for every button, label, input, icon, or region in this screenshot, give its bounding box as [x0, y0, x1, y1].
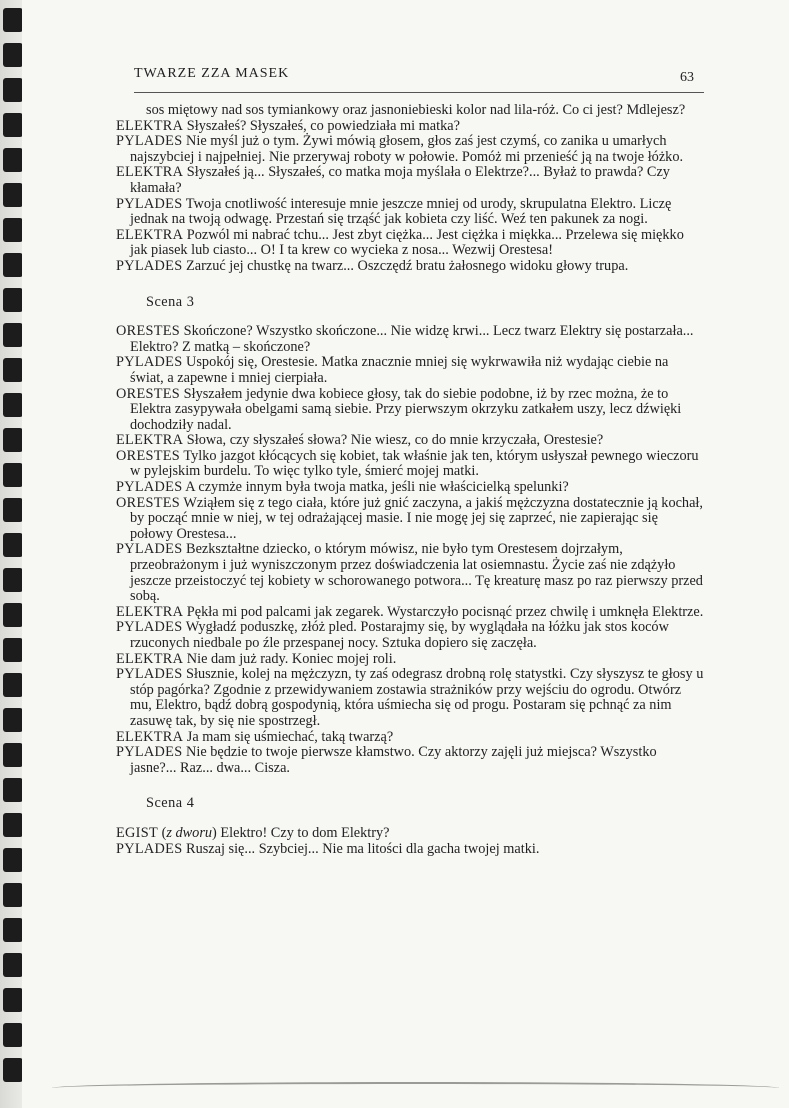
dialogue-line: [116, 197, 704, 228]
line-text: Nie dam już rady. Koniec mojej roli.: [186, 650, 397, 667]
dialogue-line: [116, 605, 704, 621]
binding-ring: [3, 78, 23, 102]
dialogue-line: [116, 259, 704, 275]
speaker-name: ELEKTRA: [116, 432, 184, 449]
line-text: Twoja cnotliwość interesuje mnie jeszcze mniej od urody, skrupulatna Elektro. Liczę jednak na twoją odwagę. Przestań się trząść jak kobieta czy liść. Weź ten pakunek za nogi.: [130, 195, 672, 228]
binding-ring: [3, 393, 23, 417]
line-text: Tylko jazgot kłócących się kobiet, tak właśnie jak ten, którym usłyszał pewnego wieczoru w pylejskim burdelu. To więc tylko tyle, śmierć mojej matki.: [130, 447, 699, 480]
binding-ring: [3, 848, 23, 872]
dialogue-line: [116, 496, 704, 543]
speaker-name: ELEKTRA: [116, 226, 184, 243]
speaker-name: ELEKTRA: [116, 728, 184, 745]
binding-ring: [3, 323, 23, 347]
binding-ring: [3, 43, 23, 67]
binding-ring: [3, 288, 23, 312]
line-text: Skończone? Wszystko skończone... Nie widzę krwi... Lecz twarz Elektry się postarzała... Elektro? Z matką – skończone?: [130, 323, 694, 355]
dialogue-line: [116, 324, 704, 355]
dialogue-line: [116, 387, 704, 434]
dialogue-line: [116, 119, 704, 135]
line-text: Elektro! Czy to dom Elektry?: [220, 824, 390, 841]
line-text: Pękła mi pod palcami jak zegarek. Wystarczyło pocisnąć przez chwilę i umknęła Elektrze.: [186, 603, 704, 620]
speaker-name: PYLADES: [116, 840, 183, 857]
dialogue-line: [116, 480, 704, 496]
speaker-name: ORESTES: [116, 447, 181, 464]
page-body: [116, 103, 704, 857]
speaker-name: PYLADES: [116, 195, 183, 212]
binding-ring: [3, 253, 23, 277]
speaker-name: PYLADES: [116, 257, 183, 274]
dialogue-line: [116, 228, 704, 259]
speaker-name: ELEKTRA: [116, 164, 184, 181]
line-text: Słusznie, kolej na mężczyzn, ty zaś odegrasz drobną rolę statystki. Czy słyszysz te głosy u stóp pagórka? Zgodnie z przewidywaniem zostawia strażników przy wejściu do ogrodu. Otwórz mu, Elektro, bądź dobrą gospodynią, która uśmiecha się od progu. Postaram się pchnąć za nim zasuwę tak, by się nie spostrzegł.: [130, 666, 704, 729]
binding-ring: [3, 463, 23, 487]
line-text: Słyszałeś ją... Słyszałeś, co matka moja myślała o Elektrze?... Byłaż to prawda? Czy kłamała?: [130, 164, 670, 196]
dialogue-line: [116, 542, 704, 604]
speaker-name: PYLADES: [116, 354, 183, 371]
speaker-name: PYLADES: [116, 133, 183, 150]
dialogue-line: [116, 842, 704, 858]
dialogue-line: [116, 449, 704, 480]
binding-ring: [3, 918, 23, 942]
line-text: A czymże innym była twoja matka, jeśli nie właścicielką spelunki?: [185, 479, 569, 496]
line-text: Nie będzie to twoje pierwsze kłamstwo. Czy aktorzy zajęli już miejsca? Wszystko jasne?... Raz... dwa... Cisza.: [130, 744, 657, 776]
binding-ring: [3, 603, 23, 627]
binding-ring: [3, 1023, 23, 1047]
line-text: Wygładź poduszkę, złóż pled. Postarajmy się, by wyglądała na łóżku jak stos koców rzuconych niedbale po źle przespanej nocy. Sztuka dopiero się zaczęła.: [130, 619, 669, 651]
dialogue-line: [116, 355, 704, 386]
binding-ring: [3, 673, 23, 697]
dialogue-line: [116, 667, 704, 729]
binding-ring: [3, 113, 23, 137]
page-number: 63: [680, 70, 694, 85]
binding-ring: [3, 988, 23, 1012]
running-head: TWARZE ZZA MASEK: [134, 66, 290, 81]
speaker-name: ORESTES: [116, 494, 181, 511]
binding-ring: [3, 428, 23, 452]
line-text: Słyszałem jedynie dwa kobiece głosy, tak do siebie podobne, iż by rzec można, że to Elektra zasypywała obelgami samą siebie. Przy pierwszym okrzyku zatkałem uszy, lecz dźwięki dochodziły nadal.: [130, 385, 682, 433]
speaker-name: PYLADES: [116, 541, 183, 558]
binding-ring: [3, 218, 23, 242]
line-text: Pozwól mi nabrać tchu... Jest zbyt ciężka... Jest ciężka i miękka... Przelewa się miękko jak piasek lub ciasto... O! I ta krew co wycieka z nosa... Wezwij Orestesa!: [130, 226, 684, 259]
dialogue-block-1: [116, 119, 704, 275]
scene-3-heading: Scena 3: [146, 293, 195, 310]
dialogue-line: [116, 652, 704, 668]
speaker-name: ELEKTRA: [116, 117, 184, 134]
dialogue-line: [116, 730, 704, 746]
speaker-name: PYLADES: [116, 479, 183, 496]
dialogue-line: [116, 620, 704, 651]
line-text: Bezkształtne dziecko, o którym mówisz, nie było tym Orestesem dojrzałym, przeobrażonym i już wyniszczonym przez doświadczenia lat osiemnastu. Życie zaś nie zdążyło jeszcze przeistoczyć tej kobiety w schorowanego potwora... Tę kreaturę masz po raz pierwszy przed sobą.: [130, 541, 703, 605]
speaker-name: ELEKTRA: [116, 650, 184, 667]
dialogue-line: [116, 165, 704, 196]
page-header: [134, 66, 704, 93]
speaker-name: PYLADES: [116, 744, 183, 761]
dialogue-line: EGIST (z dworu) Elektro! Czy to dom Elektry?: [116, 824, 390, 841]
dialogue-line: [116, 745, 704, 776]
binding-ring: [3, 883, 23, 907]
binding-ring: [3, 743, 23, 767]
continuation-text: sos miętowy nad sos tymiankowy oraz jasnoniebieski kolor nad lila-róż. Co ci jest? Mdlejesz?: [146, 102, 686, 118]
dialogue-line: [116, 134, 704, 165]
speaker-name: ELEKTRA: [116, 603, 184, 620]
binding-ring: [3, 638, 23, 662]
speaker-name: PYLADES: [116, 666, 183, 683]
page-curl-shadow: [52, 1082, 779, 1094]
line-text: Zarzuć jej chustkę na twarz... Oszczędź bratu żałosnego widoku głowy trupa.: [186, 257, 629, 274]
binding-ring: [3, 953, 23, 977]
binding-ring: [3, 778, 23, 802]
binding-ring: [3, 8, 23, 32]
binding-ring: [3, 813, 23, 837]
speaker-name: PYLADES: [116, 619, 183, 636]
binding-ring: [3, 533, 23, 557]
line-text: Wziąłem się z tego ciała, które już gnić zaczyna, a jakiś mężczyzna dostatecznie ją kochał, by począć mnie w niej, w tej odrażającej masie. I nie mogę jej się zaprzeć, nie zapierając się połowy Orestesa...: [130, 494, 703, 542]
speaker-name: ORESTES: [116, 323, 181, 340]
line-text: Ja mam się uśmiechać, taką twarzą?: [186, 728, 394, 745]
binding-ring: [3, 358, 23, 382]
binding-ring: [3, 1058, 23, 1082]
speaker-name: EGIST: [116, 824, 159, 841]
binding-ring: [3, 708, 23, 732]
line-text: Uspokój się, Orestesie. Matka znacznie mniej się wykrwawiła niż wydając ciebie na świat, a zapewne i mniej cierpiała.: [130, 354, 669, 386]
binding-ring: [3, 183, 23, 207]
binding-ring: [3, 568, 23, 592]
binding-ring: [3, 148, 23, 172]
stage-direction: z dworu: [166, 824, 213, 841]
line-text: Ruszaj się... Szybciej... Nie ma litości dla gacha twojej matki.: [186, 840, 540, 857]
scene-4-heading: Scena 4: [146, 795, 195, 812]
line-text: Słowa, czy słyszałeś słowa? Nie wiesz, co do mnie krzyczała, Orestesie?: [186, 432, 604, 449]
line-text: Nie myśl już o tym. Żywi mówią głosem, głos zaś jest czymś, co zanika u umarłych najszybciej i najpełniej. Nie przerywaj roboty w połowie. Pomóż mi przenieść ją na twoje łóżko.: [130, 133, 684, 165]
dialogue-line: [116, 433, 704, 449]
speaker-name: ORESTES: [116, 385, 181, 402]
binding-ring: [3, 498, 23, 522]
dialogue-block-scene-3: [116, 324, 704, 776]
line-text: Słyszałeś? Słyszałeś, co powiedziała mi matka?: [186, 117, 460, 134]
dialogue-block-scene-4: [116, 826, 704, 857]
